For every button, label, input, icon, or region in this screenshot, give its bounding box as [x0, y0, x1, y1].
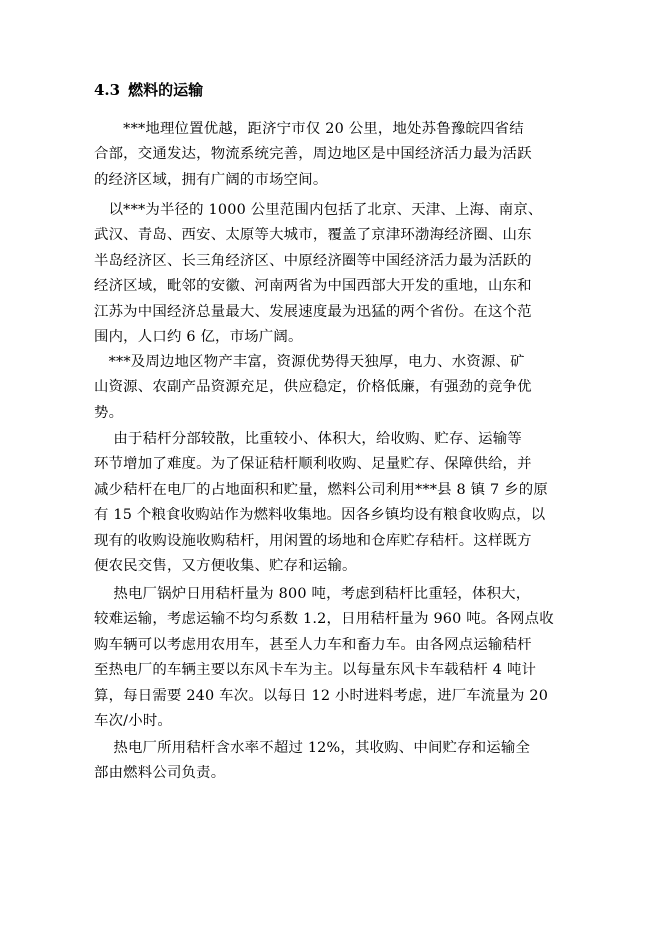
paragraph-line: 环节增加了难度。为了保证秸杆顺利收购、足量贮存、保障供给，并	[94, 456, 532, 473]
paragraph-line: 围内，人口约 6 亿，市场广阔。	[94, 328, 303, 345]
paragraph-line: 便农民交售，又方便收集、贮存和运输。	[94, 557, 357, 574]
paragraph-market-range	[94, 198, 574, 350]
paragraph-line: 有 15 个粮食收购站作为燃料收集地。因各乡镇均设有粮食收购点，以	[94, 507, 546, 524]
paragraph-line: 势。	[94, 404, 124, 421]
section-heading	[94, 80, 203, 100]
paragraph-line: 热电厂所用秸杆含水率不超过 12%，其收购、中间贮存和运输全	[94, 740, 531, 756]
paragraph-resources	[94, 350, 574, 426]
paragraph-line: 车次/小时。	[94, 712, 173, 729]
section-title: 燃料的运输	[128, 81, 204, 99]
paragraph-collection	[94, 427, 574, 579]
paragraph-line: 现有的收购设施收购秸杆，用闲置的场地和仓库贮存秸杆。这样既方	[94, 532, 532, 549]
paragraph-line: 山资源、农副产品资源充足，供应稳定，价格低廉，有强劲的竞争优	[94, 379, 532, 396]
paragraph-line: 部由燃料公司负责。	[94, 765, 226, 782]
paragraph-line: 减少秸杆在电厂的占地面积和贮量，燃料公司利用***县 8 镇 7 乡的原	[94, 481, 548, 498]
paragraph-line: 的经济区域，拥有广阔的市场空间。	[94, 171, 328, 188]
paragraph-line: 至热电厂的车辆主要以东风卡车为主。以每量东风卡车载秸杆 4 吨计	[94, 662, 537, 679]
paragraph-line: ***及周边地区物产丰富，资源优势得天独厚，电力、水资源、矿	[94, 354, 525, 370]
paragraph-location	[94, 117, 574, 193]
paragraph-line: 较难运输，考虑运输不均匀系数 1.2，日用秸杆量为 960 吨。各网点收	[94, 611, 554, 628]
section-number: 4.3	[94, 81, 121, 99]
paragraph-line: 由于秸杆分部较散，比重较小、体积大，给收购、贮存、运输等	[94, 431, 522, 447]
paragraph-line: 经济区域，毗邻的安徽、河南两省为中国西部大开发的重地，山东和	[94, 278, 532, 295]
paragraph-moisture	[94, 736, 574, 787]
paragraph-line: 热电厂锅炉日用秸杆量为 800 吨，考虑到秸杆比重轻，体积大，	[94, 586, 531, 602]
paragraph-line: 以***为半径的 1000 公里范围内包括了北京、天津、上海、南京、	[94, 202, 543, 218]
paragraph-line: 合部，交通发达，物流系统完善，周边地区是中国经济活力最为活跃	[94, 146, 532, 163]
paragraph-line: 算，每日需要 240 车次。以每日 12 小时进料考虑，进厂车流量为 20	[94, 687, 549, 704]
paragraph-line: ***地理位置优越，距济宁市仅 20 公里，地处苏鲁豫皖四省结	[94, 121, 524, 137]
paragraph-transport	[94, 582, 574, 734]
paragraph-line: 江苏为中国经济总量最大、发展速度最为迅猛的两个省份。在这个范	[94, 303, 532, 320]
paragraph-line: 半岛经济区、长三角经济区、中原经济圈等中国经济活力最为活跃的	[94, 252, 532, 269]
paragraph-line: 武汉、青岛、西安、太原等大城市，覆盖了京津环渤海经济圈、山东	[94, 227, 532, 244]
paragraph-line: 购车辆可以考虑用农用车，甚至人力车和畜力车。由各网点运输秸杆	[94, 636, 532, 653]
